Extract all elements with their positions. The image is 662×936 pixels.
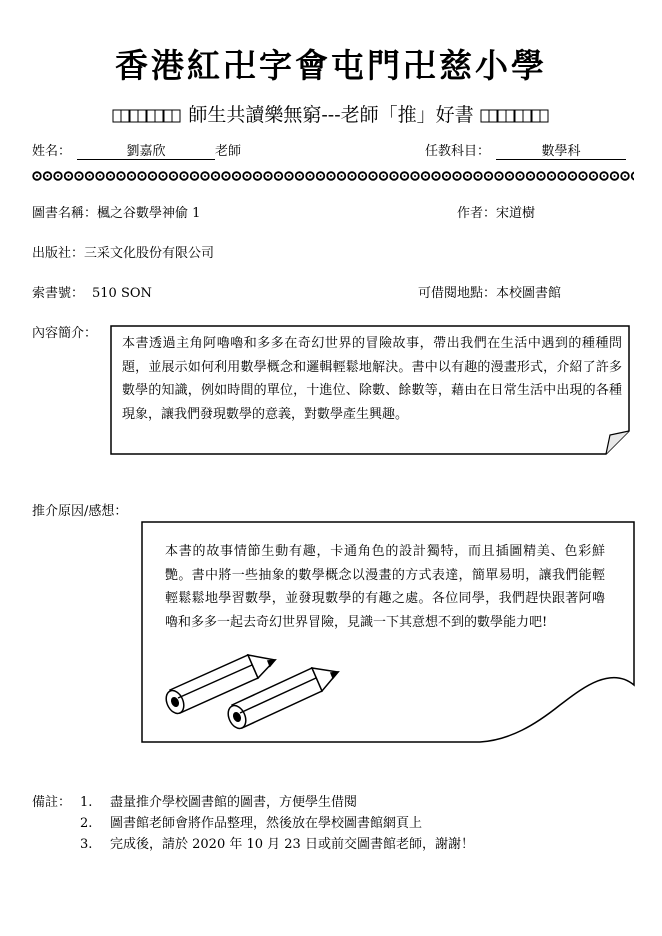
- name-row: [32, 140, 241, 160]
- summary-text: 本書透過主角阿嚕嚕和多多在奇幻世界的冒險故事，帶出我們在生活中遇到的種種問題，並展示如何利用數學概念和邏輯輕鬆地解決。書中以有趣的漫畫形式，介紹了許多數學的知識，例如時間的單位，十進位、除數、餘數等，藉由在日常生活中出現的各種現象，讓我們發現數學的意義，對數學產生興趣。: [122, 336, 622, 422]
- call-number-label: 索書號：: [32, 286, 85, 301]
- notes-label: 備註：: [32, 795, 72, 810]
- subtitle: 師生共讀樂無窮---老師「推」好書: [188, 104, 474, 126]
- subject-row: [425, 140, 626, 160]
- call-number-value: 510 SON: [92, 286, 152, 301]
- note-text: 盡量推介學校圖書館的圖書，方便學生借閱: [110, 795, 358, 810]
- note-number: 3.: [80, 837, 93, 852]
- reason-text: 本書的故事情節生動有趣，卡通角色的設計獨特，而且插圖精美、色彩鮮艷。書中將一些抽象的數學概念以漫畫的方式表達，簡單易明，讓我們能輕輕鬆鬆地學習數學，並發現數學的有趣之處。各位同學，我們趕快跟著阿嚕嚕和多多一起去奇幻世界冒險，見識一下其意想不到的數學能力吧!: [165, 544, 605, 630]
- book-title-row: [32, 202, 200, 221]
- name-value: 劉嘉欣: [77, 140, 215, 160]
- publisher-value: 三采文化股份有限公司: [84, 246, 215, 261]
- books-icon: [112, 108, 182, 124]
- location-value: 本校圖書館: [496, 286, 562, 301]
- note-number: 1.: [80, 795, 93, 810]
- subject-label: 任教科目：: [425, 144, 491, 159]
- school-name: 香港紅卍字會屯門卍慈小學: [115, 46, 547, 85]
- note-text: 圖書館老師會將作品整理，然後放在學校圖書館網頁上: [110, 816, 423, 831]
- author-value: 宋道樹: [496, 206, 536, 221]
- author-label: 作者：: [457, 206, 497, 221]
- author-row: [457, 202, 535, 221]
- book-title-label: 圖書名稱：: [32, 206, 98, 221]
- publisher-row: [32, 242, 214, 261]
- summary-label: 內容簡介：: [32, 326, 98, 341]
- decorative-border: [32, 170, 634, 182]
- location-row: [418, 282, 561, 301]
- subtitle-row: [0, 100, 662, 127]
- subject-value: 數學科: [496, 140, 626, 160]
- notes-section: [32, 792, 474, 855]
- books-icon: [480, 108, 550, 124]
- book-title-value: 楓之谷數學神偷 1: [97, 206, 201, 221]
- call-number-row: [32, 282, 152, 301]
- name-suffix: 老師: [215, 144, 242, 159]
- reason-label: 推介原因/感想：: [32, 504, 128, 519]
- name-label: 姓名：: [32, 144, 72, 159]
- location-label: 可借閱地點：: [418, 286, 497, 301]
- note-text: 完成後，請於 2020 年 10 月 23 日或前交圖書館老師，謝謝！: [110, 837, 474, 852]
- publisher-label: 出版社：: [32, 246, 85, 261]
- note-number: 2.: [80, 816, 93, 831]
